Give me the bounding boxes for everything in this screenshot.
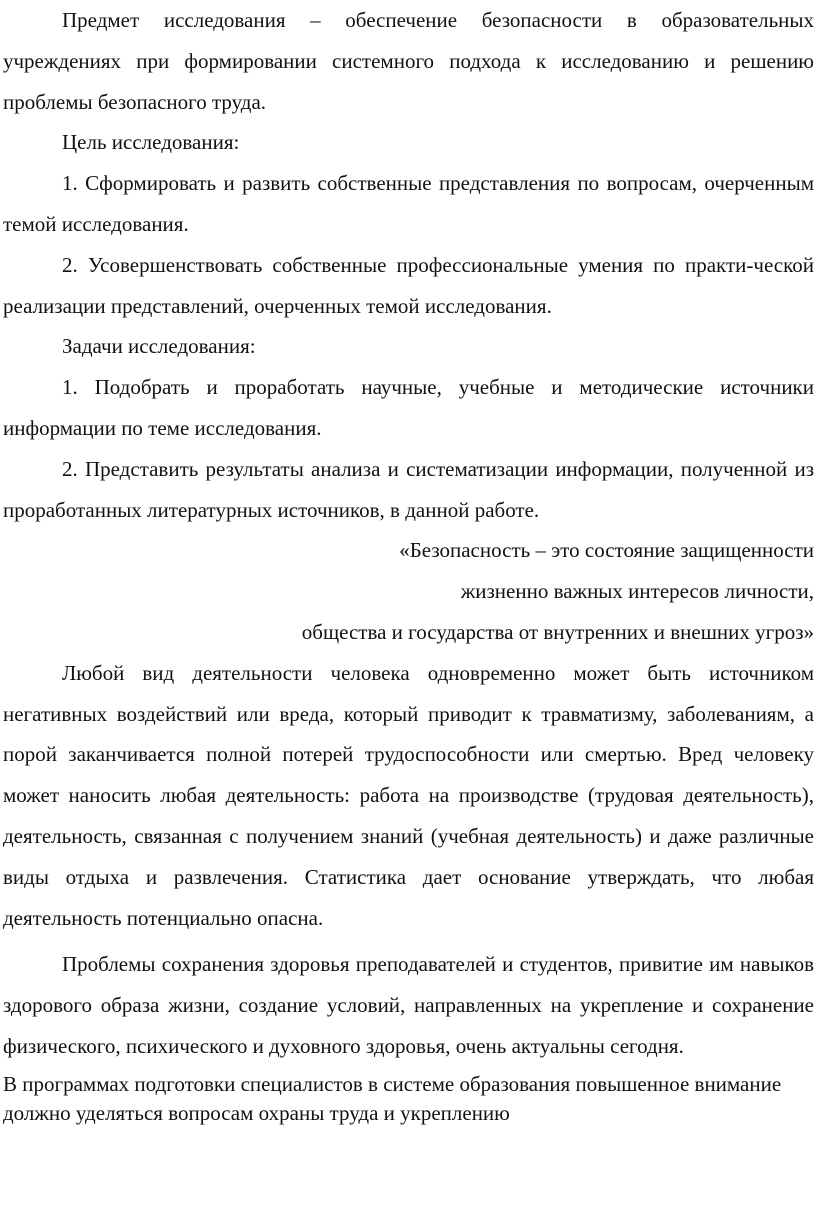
goal-item-1: 1. Сформировать и развить собственные представления по вопросам, очерченным темой исследования. [3,171,814,236]
quote-line-2: жизненно важных интересов личности, [460,579,814,604]
quote-line-3: общества и государства от внутренних и внешних угроз» [301,619,814,644]
health-paragraph: Проблемы сохранения здоровья преподавателей и студентов, привитие им навыков здорового образа жизни, создание условий, направленных на укрепление и сохранение физического, психического и духовного здоровья, очень актуальны сегодня. [3,952,814,1058]
task-item-1: 1. Подобрать и проработать научные, учебные и методические источники информации по теме исследования. [3,375,814,440]
goal-heading: Цель исследования: [62,130,240,155]
goal-item-2: 2. Усовершенствовать собственные профессиональные умения по практи-ческой реализации представлений, очерченных темой исследования. [3,252,814,318]
final-paragraph: В программах подготовки специалистов в системе образования повышенное внимание должно уделяться вопросам охраны труда и укреплению [3,1071,782,1125]
activity-paragraph: Любой вид деятельности человека одновременно может быть источником негативных воздействий или вреда, который приводит к травматизму, заболеваниям, а порой заканчивается полной потерей трудоспособности или смертью. Вред человеку может наносить любая деятельность: работа на производстве (трудовая деятельность), деятельность, связанная с получением знаний (учебная деятельность) и даже различные виды отдыха и развлечения. Статистика дает основание утверждать, что любая деятельность потенциально опасна. [3,660,814,930]
quote-line-1: «Безопасность – это состояние защищенности [399,538,814,563]
subject-paragraph: Предмет исследования – обеспечение безопасности в образовательных учреждениях при формировании системного подхода к исследованию и решению проблемы безопасного труда. [3,8,814,114]
document-page [3,0,814,1149]
task-item-2: 2. Представить результаты анализа и систематизации информации, полученной из проработанных литературных источников, в данной работе. [3,456,814,522]
tasks-heading: Задачи исследования: [62,334,256,359]
